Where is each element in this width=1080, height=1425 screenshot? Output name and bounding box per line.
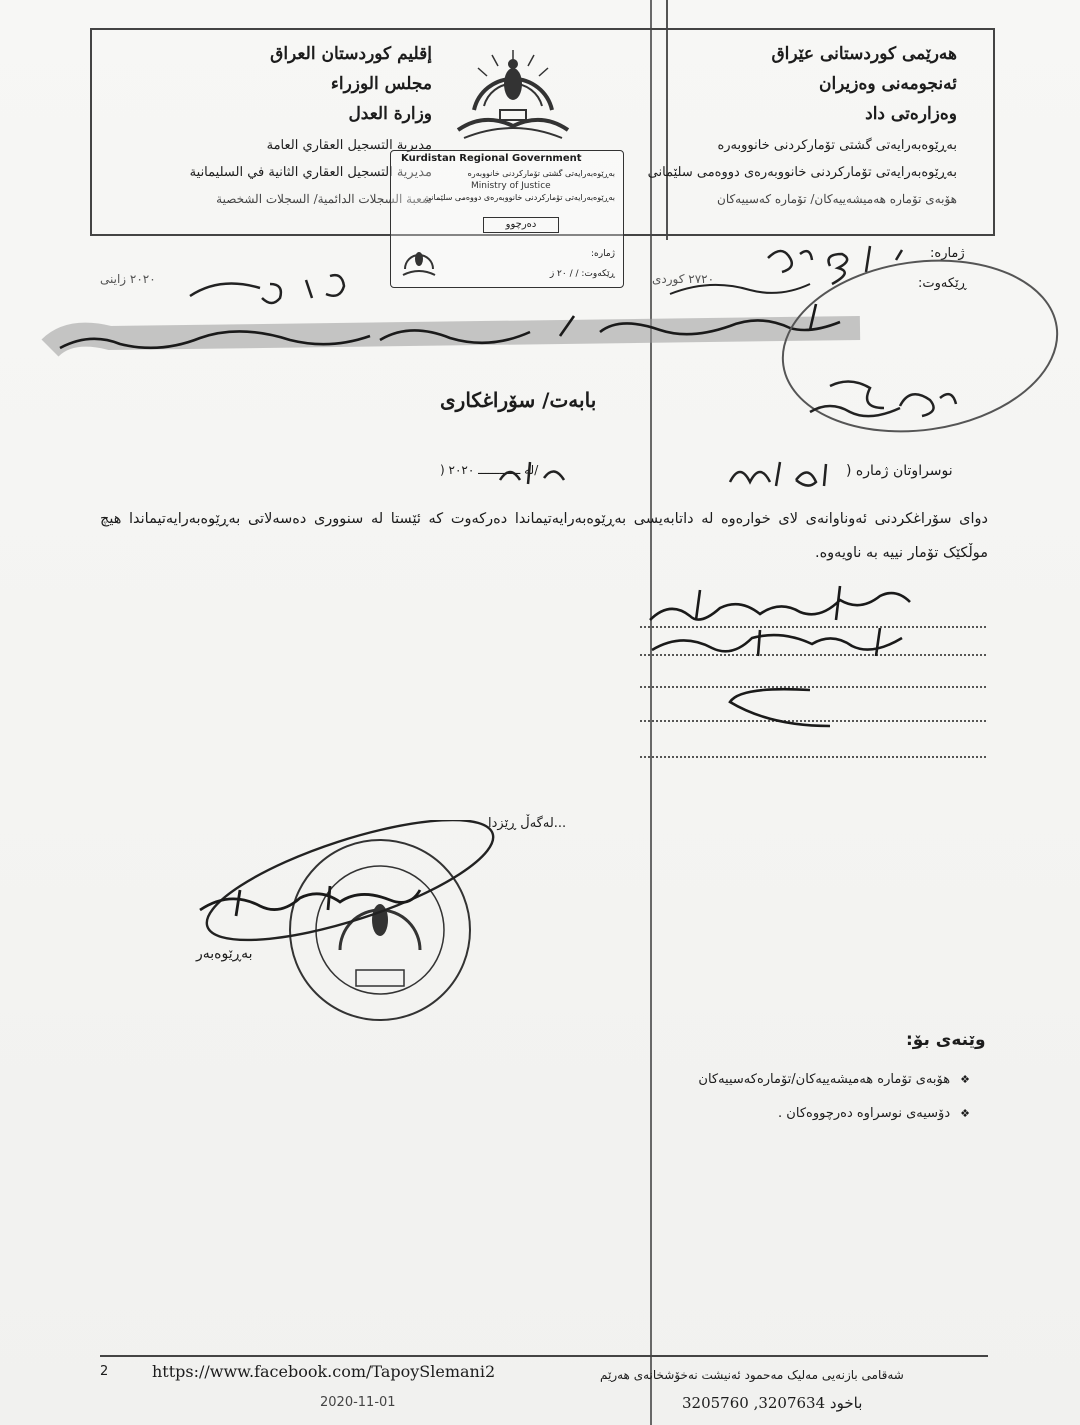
region-name-ku: هەرێمی کوردستانی عێراق <box>771 44 957 64</box>
stamp-date-label: ڕێکەوت: / / ٢٠ ز <box>549 269 615 279</box>
page-number: 2 <box>100 1364 109 1379</box>
directorate-ku: بەڕێوەبەرایەتی تۆمارکردنی خانووبەرەی دووەمی سلێمانی <box>647 165 957 180</box>
subject-line: بابەت/ سۆراغکاری <box>440 388 597 412</box>
kurdistan-emblem-icon <box>454 40 572 144</box>
stamp-line-3: بەڕێوەبەرایەتی تۆمارکردنی خانووبەرەی دووەمی سلێمانی <box>424 193 615 202</box>
reference-number-label: ژمارە: <box>930 246 965 261</box>
date-label: ڕێکەوت: <box>918 276 967 291</box>
footer-divider <box>100 1355 988 1357</box>
handwritten-names <box>640 580 986 760</box>
list-item: ❖دۆسیەی نوسراوە دەرچووەکان . <box>778 1106 970 1121</box>
footer-url: https://www.facebook.com/TapoySlemani2 <box>152 1362 496 1381</box>
footer-date: 2020-11-01 <box>320 1395 396 1410</box>
closing-regards: ...لەگەڵ ڕێزدا <box>488 816 567 831</box>
letter-body: دوای سۆراغکردنی ئەوناوانەی لای خوارەوە لە داتابەیسی بەڕێوەبەرایەتیماندا دەرکەوت کە ئێستا لە سنووری دەسەلاتی بەڕێوەبەرایەتیماندا هیچ موڵکێک تۆمار نییە بە ناویەوە. <box>100 511 988 561</box>
stamp-line-2: Ministry of Justice <box>471 181 551 191</box>
section-ar: شعبة السجلات الدائمية/ السجلات الشخصية <box>216 192 432 206</box>
signer-title: بەڕێوەبەر <box>196 946 253 962</box>
footer-address: شەقامی بازنەیی مەلیک مەحمود ئەنیشت نەخۆشخانەی هەرێم <box>600 1368 904 1382</box>
gregorian-year: ٢٠٢٠ زاینی <box>100 272 156 286</box>
reference-date: ) لە ــــــــــــ ٢٠٢٠/ <box>440 463 539 477</box>
stamp-number-label: ژمارە: <box>590 249 615 259</box>
copies-title: وێنەی بۆ: <box>906 1030 986 1050</box>
reference-number-handwriting <box>480 452 860 492</box>
directorate-ar: مديرية التسجيل العقاري الثانية في السليمانية <box>189 165 432 180</box>
handwriting-marks <box>40 236 1080 456</box>
council-name-ku: ئەنجومەنی وەزیران <box>818 74 957 94</box>
ministry-name-ku: وەزارەتی داد <box>865 104 957 124</box>
directorate-general-ar: مديرية التسجيل العقاري العامة <box>266 138 432 153</box>
bullet-icon: ❖ <box>960 1073 970 1086</box>
council-name-ar: مجلس الوزراء <box>330 74 432 94</box>
section-ku: هۆبەی تۆمارە هەمیشەییەکان/ تۆمارە کەسییەکان <box>717 192 957 206</box>
director-seal-icon <box>180 820 520 1040</box>
stamp-line-1: بەڕێوەبەرایەتی گشتی تۆمارکردنی خانووبەرە <box>467 169 615 178</box>
region-name-ar: إقليم كوردستان العراق <box>270 44 432 64</box>
stamp-outgoing-tag: دەرچوو <box>483 217 559 233</box>
list-item: ❖هۆبەی تۆمارە هەمیشەییەکان/تۆمارەکەسییەکان <box>698 1072 970 1087</box>
footer-phone: 3205760 ,باخود 3207634 <box>682 1394 863 1412</box>
letterhead-arabic <box>102 42 432 206</box>
copies-list <box>590 1066 970 1134</box>
bullet-icon: ❖ <box>960 1107 970 1120</box>
kurdish-year: ٢٧٢٠ کوردی <box>652 272 715 286</box>
directorate-general-ku: بەڕێوەبەرایەتی گشتی تۆمارکردنی خانووبەرە <box>717 138 957 153</box>
stamp-title: Kurdistan Regional Government <box>401 153 582 164</box>
reference-prefix: نوسراوتان ژمارە ( <box>846 463 953 479</box>
letterhead-kurdish <box>617 42 957 206</box>
ministry-name-ar: وزارة العدل <box>348 104 432 124</box>
